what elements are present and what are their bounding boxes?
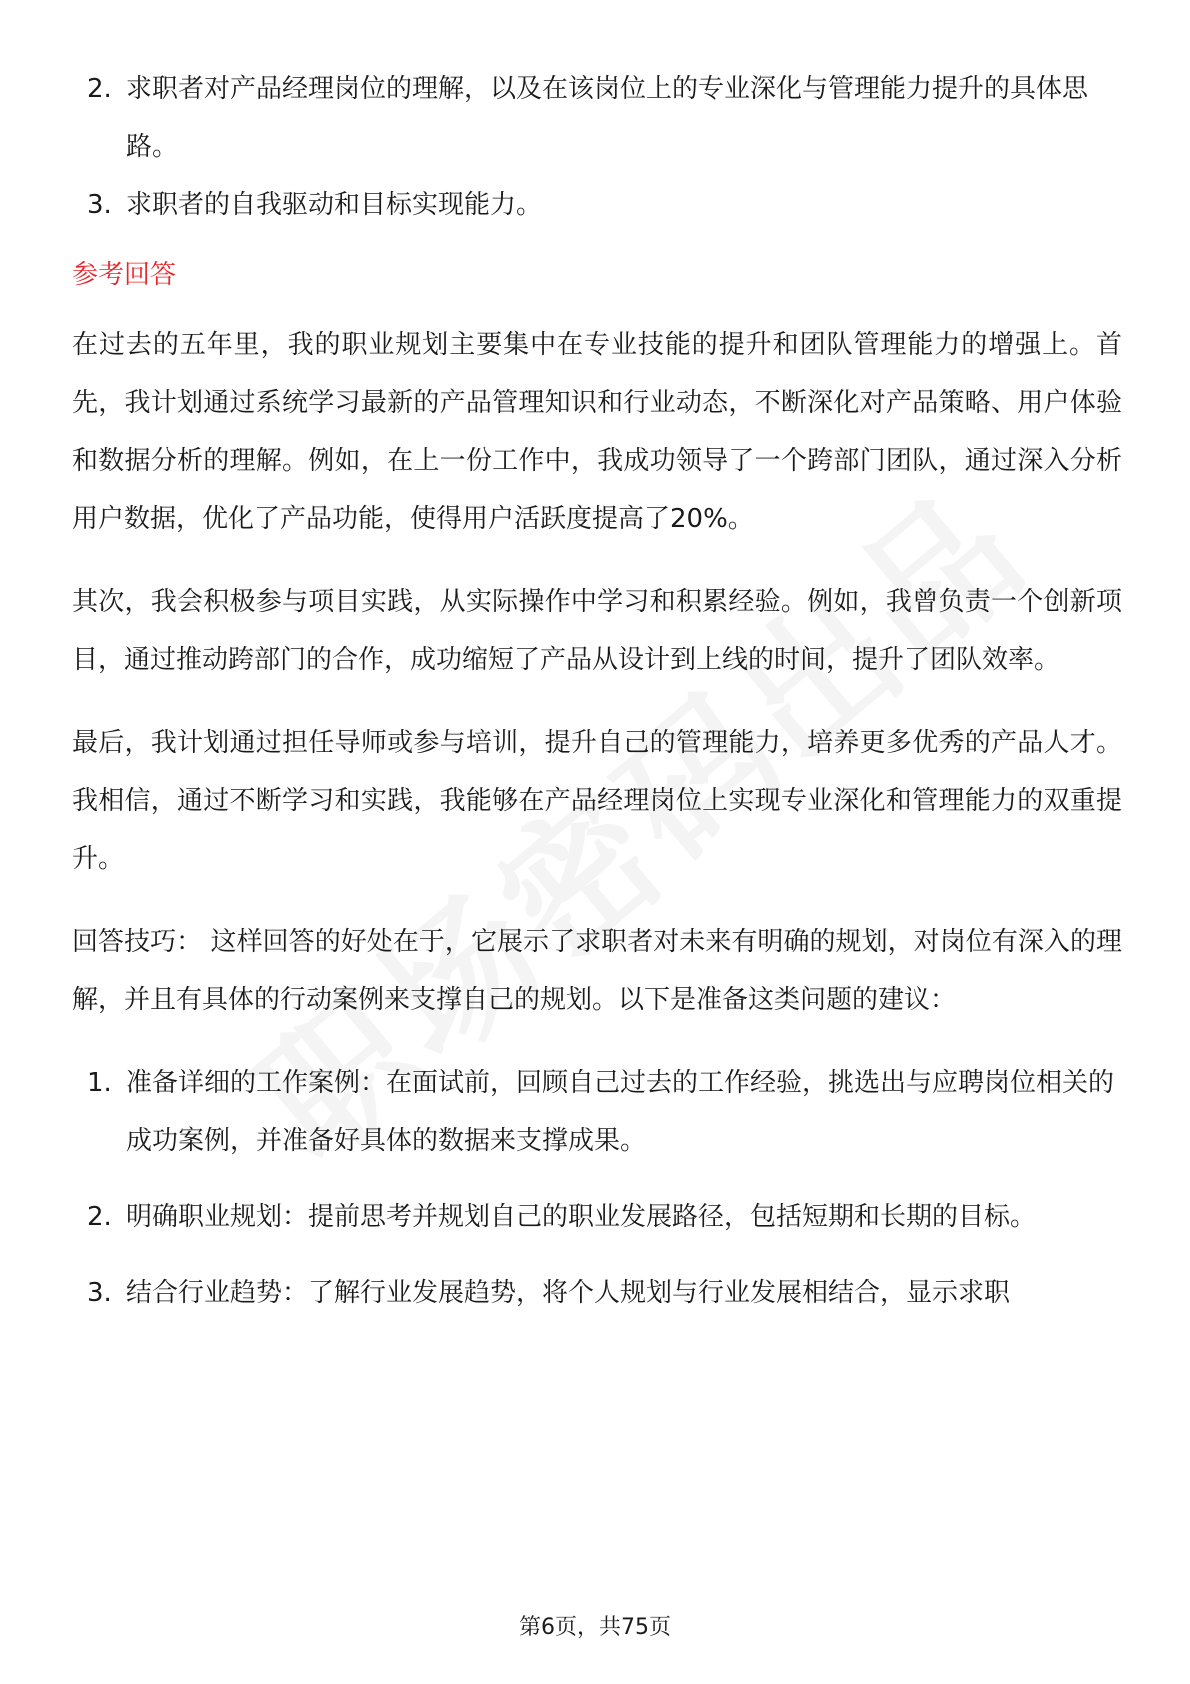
list-number: 3.: [87, 190, 112, 220]
list-item-criterion-3: [72, 176, 1122, 234]
paragraph-2: 其次，我会积极参与项目实践，从实际操作中学习和积累经验。例如，我曾负责一个创新项目，通过推动跨部门的合作，成功缩短了产品从设计到上线的时间，提升了团队效率。: [72, 587, 1122, 675]
list-number: 2.: [87, 74, 112, 104]
list-text: 准备详细的工作案例：在面试前，回顾自己过去的工作经验，挑选出与应聘岗位相关的成功案例，并准备好具体的数据来支撑成果。: [126, 1068, 1115, 1156]
list-text: 结合行业趋势：了解行业发展趋势，将个人规划与行业发展相结合，显示求职: [126, 1278, 1011, 1308]
list-item-criterion-2: [72, 60, 1122, 176]
list-number: 3.: [87, 1278, 112, 1308]
list-number: 1.: [87, 1068, 112, 1098]
list-item-tip-1: [72, 1054, 1122, 1170]
paragraph-tips-intro: 回答技巧： 这样回答的好处在于，它展示了求职者对未来有明确的规划，对岗位有深入的理解，并且有具体的行动案例来支撑自己的规划。以下是准备这类问题的建议：: [72, 927, 1122, 1015]
list-item-tip-3: [72, 1264, 1122, 1322]
paragraph-1: 在过去的五年里，我的职业规划主要集中在专业技能的提升和团队管理能力的增强上。首先，我计划通过系统学习最新的产品管理知识和行业动态，不断深化对产品策略、用户体验和数据分析的理解。例如，在上一份工作中，我成功领导了一个跨部门团队，通过深入分析用户数据，优化了产品功能，使得用户活跃度提高了20%。: [72, 330, 1122, 534]
list-text: 明确职业规划：提前思考并规划自己的职业发展路径，包括短期和长期的目标。: [126, 1202, 1037, 1232]
list-item-tip-2: [72, 1188, 1122, 1246]
list-text: 求职者的自我驱动和目标实现能力。: [126, 190, 543, 220]
document-page: [72, 60, 1122, 1322]
list-text: 求职者对产品经理岗位的理解，以及在该岗位上的专业深化与管理能力提升的具体思路。: [126, 74, 1089, 162]
list-number: 2.: [87, 1202, 112, 1232]
paragraph-3: 最后，我计划通过担任导师或参与培训，提升自己的管理能力，培养更多优秀的产品人才。我相信，通过不断学习和实践，我能够在产品经理岗位上实现专业深化和管理能力的双重提升。: [72, 728, 1122, 874]
page-footer: 第6页，共75页: [519, 1615, 671, 1640]
answer-heading: 参考回答: [72, 260, 177, 290]
